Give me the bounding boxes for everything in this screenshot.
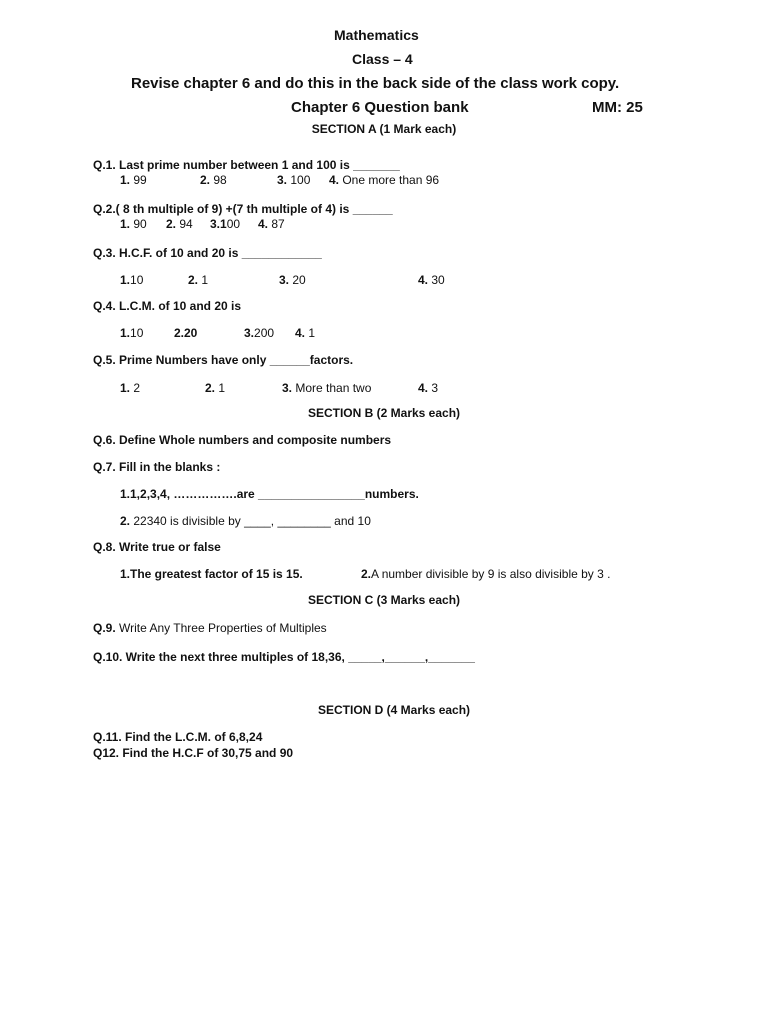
q5-option-3: 3. More than two xyxy=(282,381,372,395)
q4-option-2: 2.20 xyxy=(174,326,198,340)
question-2: Q.2.( 8 th multiple of 9) +(7 th multiple of 4) is ______ xyxy=(93,202,393,216)
question-5: Q.5. Prime Numbers have only ______factors. xyxy=(93,353,354,367)
q2-option-2: 2. 94 xyxy=(166,217,193,231)
q1-option-2: 2. 98 xyxy=(200,173,227,187)
q7-blank-1: 1.1,2,3,4, …………….are ________________numbers. xyxy=(120,487,419,501)
q8-statement-1: 1.The greatest factor of 15 is 15. xyxy=(120,567,303,581)
q5-option-4: 4. 3 xyxy=(418,381,439,395)
subject-title: Mathematics xyxy=(334,27,419,43)
class-label: Class – 4 xyxy=(352,51,413,67)
q1-option-4: 4. One more than 96 xyxy=(329,173,440,187)
q3-option-3: 3. 20 xyxy=(279,273,306,287)
question-8: Q.8. Write true or false xyxy=(93,540,221,554)
q7-blank-2: 2. 22340 is divisible by ____, ________ and 10 xyxy=(120,514,371,528)
question-4: Q.4. L.C.M. of 10 and 20 is xyxy=(93,299,242,313)
section-a-heading: SECTION A (1 Mark each) xyxy=(311,122,457,136)
q3-option-2: 2. 1 xyxy=(188,273,209,287)
question-10: Q.10. Write the next three multiples of 18,36, _____,______,_______ xyxy=(93,650,475,664)
question-6: Q.6. Define Whole numbers and composite numbers xyxy=(93,433,392,447)
instruction-line: Revise chapter 6 and do this in the back side of the class work copy. xyxy=(131,75,620,92)
q4-option-4: 4. 1 xyxy=(295,326,316,340)
question-3: Q.3. H.C.F. of 10 and 20 is ____________ xyxy=(93,246,322,260)
section-c-heading: SECTION C (3 Marks each) xyxy=(307,593,461,607)
q5-option-2: 2. 1 xyxy=(205,381,226,395)
section-b-heading: SECTION B (2 Marks each) xyxy=(307,406,461,420)
q3-option-1: 1.10 xyxy=(120,273,144,287)
q4-option-3: 3.200 xyxy=(244,326,275,340)
q2-option-1: 1. 90 xyxy=(120,217,147,231)
q8-statement-2: 2.A number divisible by 9 is also divisible by 3 . xyxy=(361,567,611,581)
q3-option-4: 4. 30 xyxy=(418,273,445,287)
question-1: Q.1. Last prime number between 1 and 100 is _______ xyxy=(93,158,400,172)
q2-option-4: 4. 87 xyxy=(258,217,285,231)
section-d-heading: SECTION D (4 Marks each) xyxy=(318,703,471,717)
q1-option-3: 3. 100 xyxy=(277,173,311,187)
question-12: Q12. Find the H.C.F of 30,75 and 90 xyxy=(93,746,294,760)
q2-option-3: 3.100 xyxy=(210,217,241,231)
question-11: Q.11. Find the L.C.M. of 6,8,24 xyxy=(93,730,263,744)
q4-option-1: 1.10 xyxy=(120,326,144,340)
question-9: Q.9. Write Any Three Properties of Multiples xyxy=(93,621,327,635)
q5-option-1: 1. 2 xyxy=(120,381,141,395)
max-marks: MM: 25 xyxy=(592,99,643,116)
q1-option-1: 1. 99 xyxy=(120,173,147,187)
chapter-title: Chapter 6 Question bank xyxy=(291,99,469,116)
question-7: Q.7. Fill in the blanks : xyxy=(93,460,221,474)
